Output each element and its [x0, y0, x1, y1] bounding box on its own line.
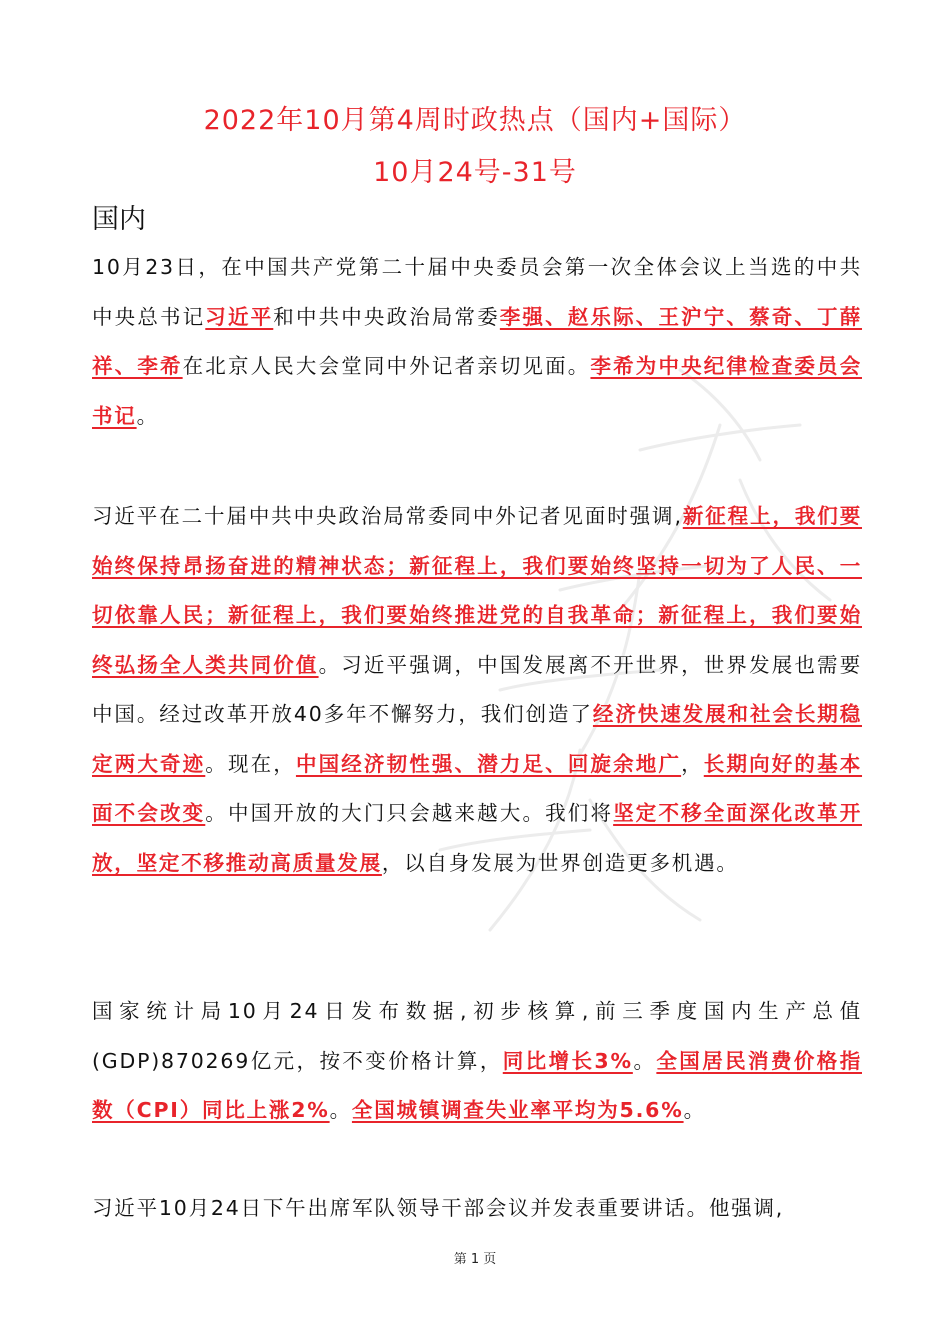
paragraph-text: 。习近平强调，中国发展离不开世界，世界发展也需要中国。经过改革开放40多年不懈努力，我们创造了 [92, 652, 862, 726]
paragraph-text: 在北京人民大会堂同中外记者亲切见面。 [182, 354, 591, 378]
paragraph-text: 。 [329, 1098, 352, 1122]
page-number-footer: 第 1 页 [453, 1252, 497, 1267]
paragraph-text: 。中国开放的大门只会越来越大。我们将 [205, 801, 614, 825]
highlighted-key-point: 经济快速发展和社会长期稳定两大奇迹 [92, 702, 862, 776]
paragraph-text: 。现在， [205, 751, 296, 776]
news-paragraph-2 [92, 492, 862, 888]
paragraph-text: 。 [683, 1098, 706, 1122]
paragraph-text: 习近平10月24日下午出席军队领导干部会议并发表重要讲话。他强调, [92, 1196, 785, 1220]
paragraph-text: 和中共中央政治局常委 [273, 304, 500, 329]
paragraph-text: 。 [632, 1048, 657, 1073]
paragraph-text: ， [681, 751, 704, 776]
highlighted-key-point: 全国城镇调查失业率平均为5.6% [351, 1098, 684, 1122]
document-subtitle-date-range: 10月24号-31号 [373, 157, 577, 188]
paragraph-text: 10月23日，在中国共产党第二十届中央委员会第一次全体会议上当选的中共中央总书记 [92, 255, 862, 329]
highlighted-key-point: 坚定不移全面深化改革开放，坚定不移推动高质量发展 [92, 801, 862, 875]
news-paragraph-3 [92, 987, 862, 1136]
paragraph-text: 习近平在二十届中共中央政治局常委同中外记者见面时强调, [92, 504, 683, 528]
document-title: 2022年10月第4周时政热点（国内+国际） [203, 105, 747, 136]
news-paragraph-1 [92, 243, 862, 441]
highlighted-key-point: 长期向好的基本面不会改变 [92, 751, 863, 825]
highlighted-key-point: 李希为中央纪律检查委员会书记 [92, 354, 862, 428]
highlighted-key-point: 李强、赵乐际、王沪宁、蔡奇、丁薛祥、李希 [92, 304, 863, 378]
highlighted-key-point: 同比增长3% [502, 1048, 633, 1073]
highlighted-key-point: 新征程上，我们要始终保持昂扬奋进的精神状态；新征程上，我们要始终坚持一切为了人民、一切依靠人民；新征程上，我们要始终推进党的自我革命；新征程上，我们要始终弘扬全人类共同价值 [92, 504, 862, 677]
highlighted-key-point: 习近平 [205, 304, 274, 329]
highlighted-key-point: 中国经济韧性强、潜力足、回旋余地广 [295, 751, 682, 776]
section-heading-domestic: 国内 [92, 204, 146, 235]
highlighted-key-point: 全国居民消费价格指数（CPI）同比上涨2% [92, 1048, 862, 1122]
paragraph-text: ，以自身发展为世界创造更多机遇。 [381, 850, 739, 875]
paragraph-text: 。 [136, 403, 159, 428]
paragraph-text: 国家统计局10月24日发布数据,初步核算,前三季度国内生产总值(GDP)870269亿元，按不变价格计算， [92, 999, 862, 1073]
news-paragraph-4 [92, 1184, 862, 1234]
